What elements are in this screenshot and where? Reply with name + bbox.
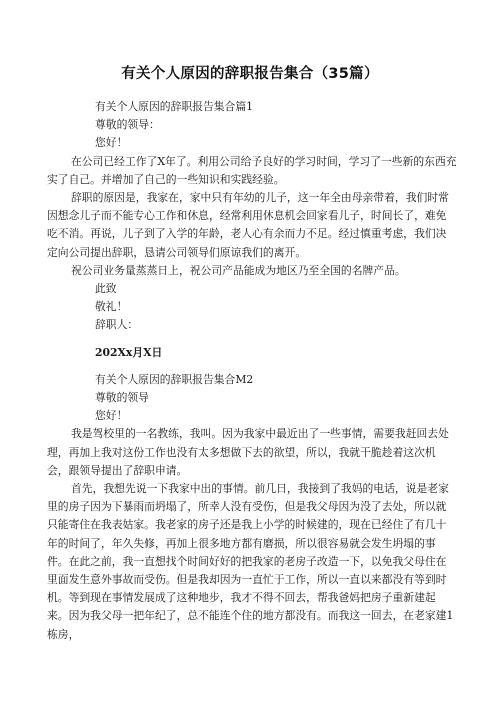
letter1-salutation: 尊敬的领导： (95, 118, 160, 132)
letter1-heading: 有关个人原因的辞职报告集合篇1 (95, 100, 254, 113)
document-body (47, 98, 457, 644)
letter2-paragraph-1: 我是驾校里的一名教练，我叫。因为我家中最近出了一些事情，需要我赶回去处理，再加上我对这份工作也没有太多想做下去的欲望，所以，我就干脆趁着这次机会，跟领导提出了辞职申请。 (47, 427, 449, 477)
letter1-greeting: 您好！ (95, 136, 128, 150)
letter1-closing-2: 敬礼！ (95, 300, 128, 314)
letter1-paragraph-3: 祝公司业务量蒸蒸日上，祝公司产品能成为地区乃至全国的名牌产品。 (71, 263, 406, 277)
letter2-greeting: 您好！ (95, 409, 128, 423)
letter2-salutation: 尊敬的领导 (95, 391, 149, 405)
letter1-paragraph-1: 在公司已经工作了X年了。利用公司给予良好的学习时间，学习了一些新的东西充实了自己。并增加了自己的一些知识和实践经验。 (47, 154, 457, 186)
letter1-signer: 辞职人： (95, 318, 139, 332)
letter2-heading: 有关个人原因的辞职报告集合M2 (95, 372, 254, 386)
letter1-closing-1: 此致 (95, 282, 117, 296)
letter1-paragraph-2: 辞职的原因是，我家在，家中只有年幼的儿子，这一年全由母亲带着，我们时常因想念儿子而不能专心工作和休息，经常利用休息机会回家看儿子，时间长了，难免吃不消。再说，儿子到了入学的年龄，老人心有余而力不足。经过慎重考虑，我们决定向公司提出辞职，恳请公司领导们原谅我们的离开。 (47, 191, 449, 259)
letter2-paragraph-2: 首先，我想先说一下我家中出的事情。前几日，我接到了我妈的电话，说是老家里的房子因为下暴雨而坍塌了，所幸人没有受伤，但是我父母因为没了去处，所以就只能寄住在我表姑家。我老家的房子还是我上小学的时候建的，现在已经住了有几十年的时间了，年久失修，再加上很多地方都有磨损，所以很容易就会发生坍塌的事件。在此之前，我一直想找个时间好好的把我家的老房子改造一下，以免我父母住在里面发生意外事故而受伤。但是我却因为一直忙于工作，所以一直以来都没有等到时机。等到现在事情发展成了这种地步，我才不得不回去，帮我爸妈把房子重新建起来。因为我父母一把年纪了，总不能连个住的地方都没有。而我这一回去，在老家建1栋房， (47, 482, 454, 641)
document-title: 有关个人原因的辞职报告集合（35篇） (121, 66, 379, 82)
letter1-date: 202Xx月X日 (95, 345, 163, 359)
